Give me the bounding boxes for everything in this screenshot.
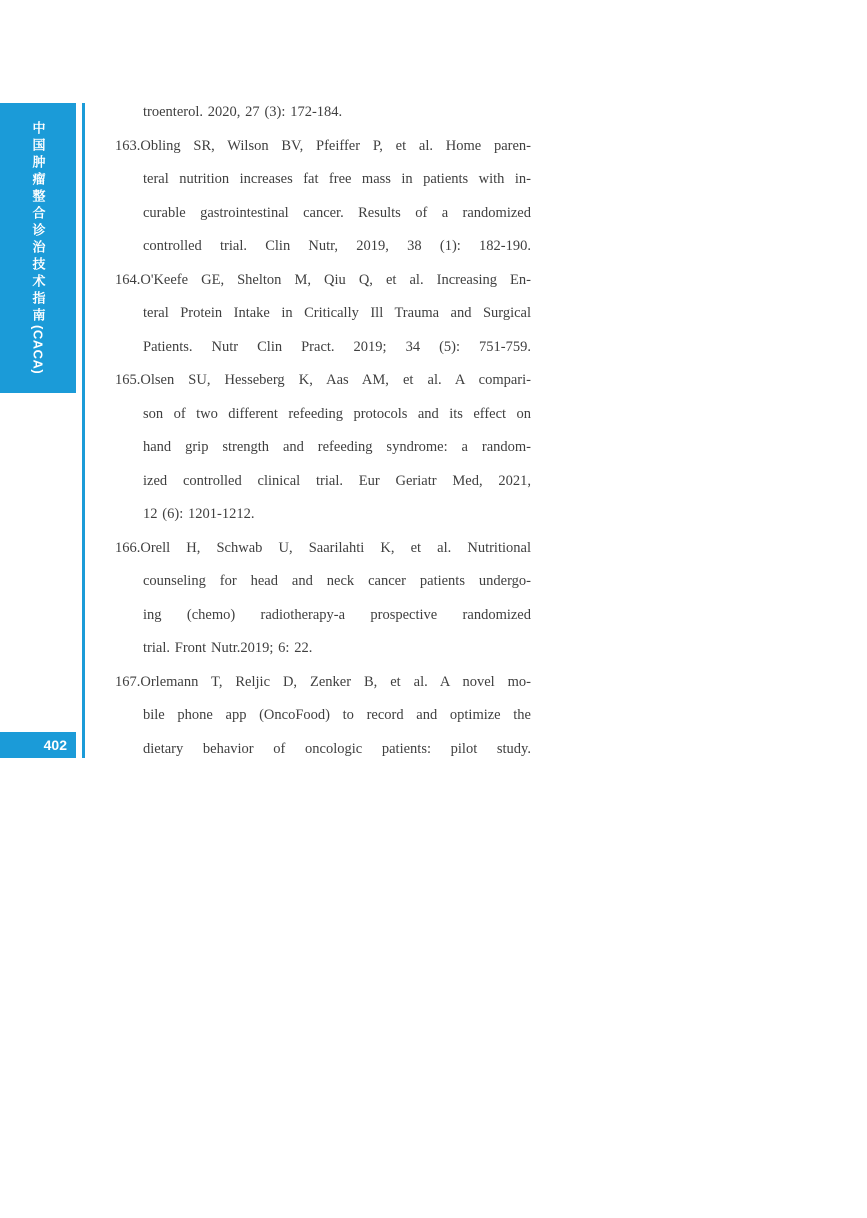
reference-item-167-line: bile phone app (OncoFood) to record and optimize the <box>143 707 531 723</box>
reference-item-164-line: teral Protein Intake in Critically Ill Trauma and Surgical <box>143 305 531 321</box>
reference-item-166-line: ing (chemo) radiotherapy-a prospective randomized <box>143 606 531 623</box>
reference-number: 163. <box>115 137 141 154</box>
reference-text: O'Keefe GE, Shelton M, Qiu Q, et al. Increasing En- <box>140 271 531 288</box>
reference-carryover-line: troenterol. 2020, 27 (3): 172-184. <box>143 104 343 120</box>
reference-item-163-line: controlled trial. Clin Nutr, 2019, 38 (1): 182-190. <box>143 238 531 254</box>
page-number-badge: 402 <box>0 732 76 758</box>
reference-item-166-line: trial. Front Nutr.2019; 6: 22. <box>143 640 313 656</box>
vertical-divider-rule <box>82 103 85 758</box>
reference-item-166-line <box>115 532 531 566</box>
reference-number: 166. <box>115 539 141 556</box>
reference-item-165-line: 12 (6): 1201-1212. <box>143 506 255 522</box>
reference-number: 164. <box>115 271 141 288</box>
reference-text: Obling SR, Wilson BV, Pfeiffer P, et al. Home paren- <box>140 137 531 154</box>
reference-item-167-line: dietary behavior of oncologic patients: pilot study. <box>143 740 531 757</box>
reference-number: 165. <box>115 372 141 388</box>
reference-text: Olsen SU, Hesseberg K, Aas AM, et al. A compari- <box>140 372 531 388</box>
reference-item-165-line: son of two different refeeding protocols and its effect on <box>143 405 531 422</box>
reference-item-164-line: Patients. Nutr Clin Pract. 2019; 34 (5): 751-759. <box>143 338 531 355</box>
reference-item-163-line <box>115 130 531 164</box>
reference-item-163-line: curable gastrointestinal cancer. Results of a randomized <box>143 204 531 221</box>
reference-item-163-line: teral nutrition increases fat free mass in patients with in- <box>143 171 531 187</box>
reference-item-166-line: counseling for head and neck cancer patients undergo- <box>143 573 531 589</box>
reference-number: 167. <box>115 673 141 690</box>
reference-item-165-line <box>115 364 531 398</box>
book-title-acronym: (CACA) <box>30 325 46 375</box>
reference-text: Orell H, Schwab U, Saarilahti K, et al. Nutritional <box>140 539 531 556</box>
book-title-vertical <box>32 121 45 374</box>
reference-list <box>115 96 531 766</box>
reference-text: Orlemann T, Reljic D, Zenker B, et al. A novel mo- <box>140 673 531 690</box>
reference-item-167-line <box>115 666 531 700</box>
reference-item-165-line: ized controlled clinical trial. Eur Geriatr Med, 2021, <box>143 472 531 489</box>
book-title-chinese: 中国肿瘤整合诊治技术指南 <box>30 121 46 326</box>
reference-item-165-line: hand grip strength and refeeding syndrome: a random- <box>143 439 531 455</box>
sidebar-title-bar <box>0 103 76 393</box>
reference-item-164-line <box>115 264 531 298</box>
